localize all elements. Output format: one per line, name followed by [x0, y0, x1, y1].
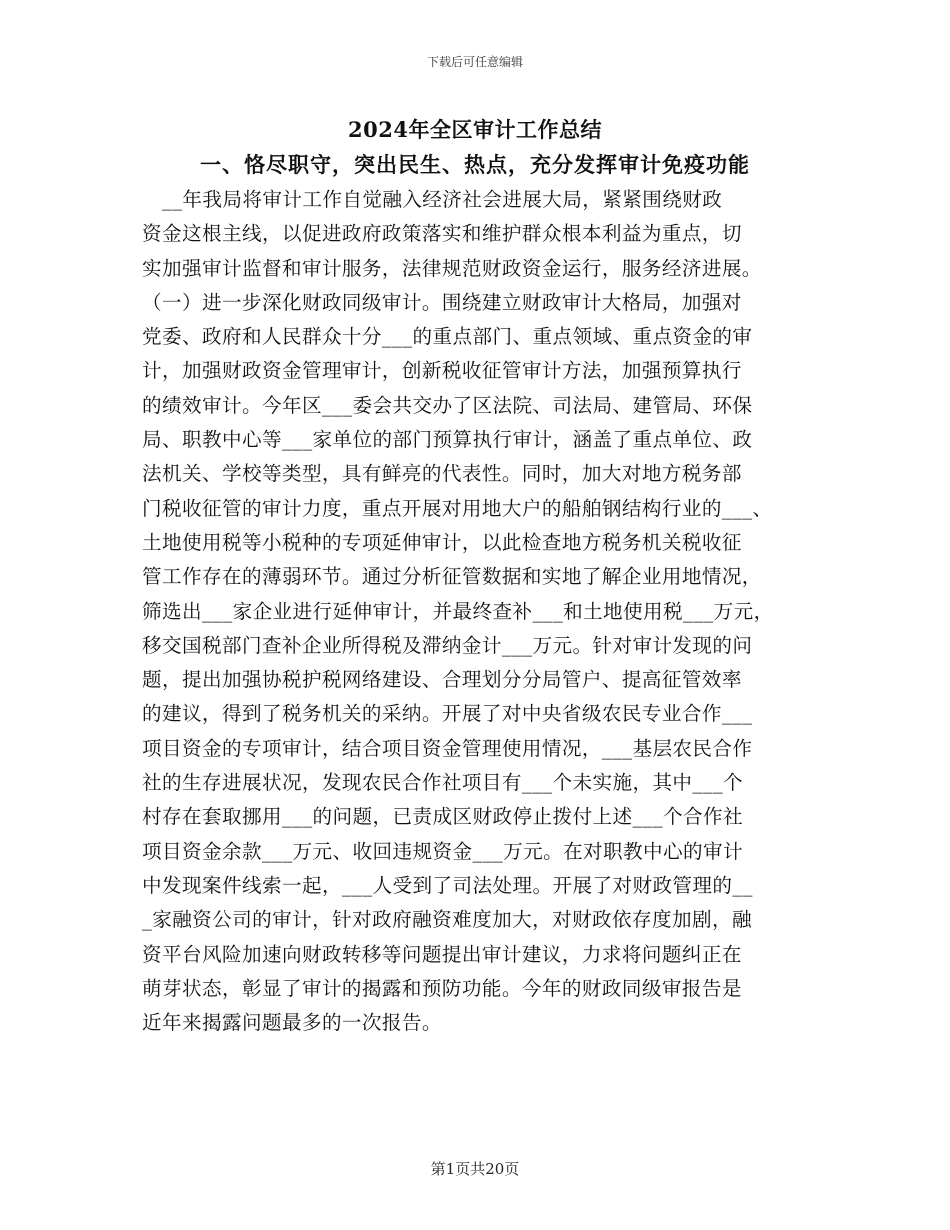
text-line: 题，提出加强协税护税网络建设、合理划分分局管户、提高征管效率	[142, 668, 742, 692]
text-line: 近年来揭露问题最多的一次报告。	[142, 1011, 442, 1035]
text-line: 萌芽状态，彰显了审计的揭露和预防功能。今年的财政同级审报告是	[142, 976, 742, 1000]
text-line: 社的生存进展状况，发现农民合作社项目有___个未实施，其中___个	[142, 771, 744, 795]
document-title: 2024年全区审计工作总结	[348, 117, 602, 142]
text-line: 的建议，得到了税务机关的采纳。开展了对中央省级农民专业合作___	[142, 702, 753, 726]
text-line: 资平台风险加速向财政转移等问题提出审计建议，力求将问题纠正在	[142, 942, 742, 966]
text-line: 中发现案件线索一起，___人受到了司法处理。开展了对财政管理的__	[142, 873, 753, 897]
text-line: 土地使用税等小税种的专项延伸审计，以此检查地方税务机关税收征	[142, 530, 742, 554]
text-line: 项目资金的专项审计，结合项目资金管理使用情况，___基层农民合作	[142, 736, 753, 760]
text-line: 移交国税部门查补企业所得税及滞纳金计___万元。针对审计发现的问	[142, 633, 753, 657]
text-line: （一）进一步深化财政同级审计。围绕建立财政审计大格局，加强对	[142, 290, 742, 314]
text-line: 法机关、学校等类型，具有鲜亮的代表性。同时，加大对地方税务部	[142, 462, 742, 486]
page-number: 第1页共20页	[430, 1160, 520, 1178]
text-line: 计，加强财政资金管理审计，创新税收征管审计方法，加强预算执行	[142, 359, 742, 383]
text-line: __年我局将审计工作自觉融入经济社会进展大局，紧紧围绕财政	[142, 188, 723, 211]
text-line: 实加强审计监督和审计服务，法律规范财政资金运行，服务经济进展。	[142, 256, 762, 280]
text-line: 项目资金余款___万元、收回违规资金___万元。在对职教中心的审计	[142, 839, 744, 863]
section-heading: 一、恪尽职守，突出民生、热点，充分发挥审计免疫功能	[200, 152, 750, 177]
text-line: 管工作存在的薄弱环节。通过分析征管数据和实地了解企业用地情况，	[142, 565, 762, 589]
text-line: 筛选出___家企业进行延伸审计，并最终查补___和土地使用税___万元，	[142, 599, 774, 623]
text-line: _家融资公司的审计，针对政府融资难度加大，对财政依存度加剧，融	[142, 908, 753, 932]
text-line: 村存在套取挪用___的问题，已责成区财政停止拨付上述___个合作社	[142, 805, 744, 829]
text-line: 党委、政府和人民群众十分___的重点部门、重点领域、重点资金的审	[142, 325, 753, 349]
body-text	[142, 183, 822, 1040]
page-header-note: 下载后可任意编辑	[426, 55, 523, 69]
text-line: 资金这根主线，以促进政府政策落实和维护群众根本利益为重点，切	[142, 222, 742, 246]
text-line: 的绩效审计。今年区___委会共交办了区法院、司法局、建管局、环保	[142, 393, 753, 417]
text-line: 局、职教中心等___家单位的部门预算执行审计，涵盖了重点单位、政	[142, 428, 753, 452]
text-line: 门税收征管的审计力度，重点开展对用地大户的船舶钢结构行业的___、	[142, 496, 773, 520]
